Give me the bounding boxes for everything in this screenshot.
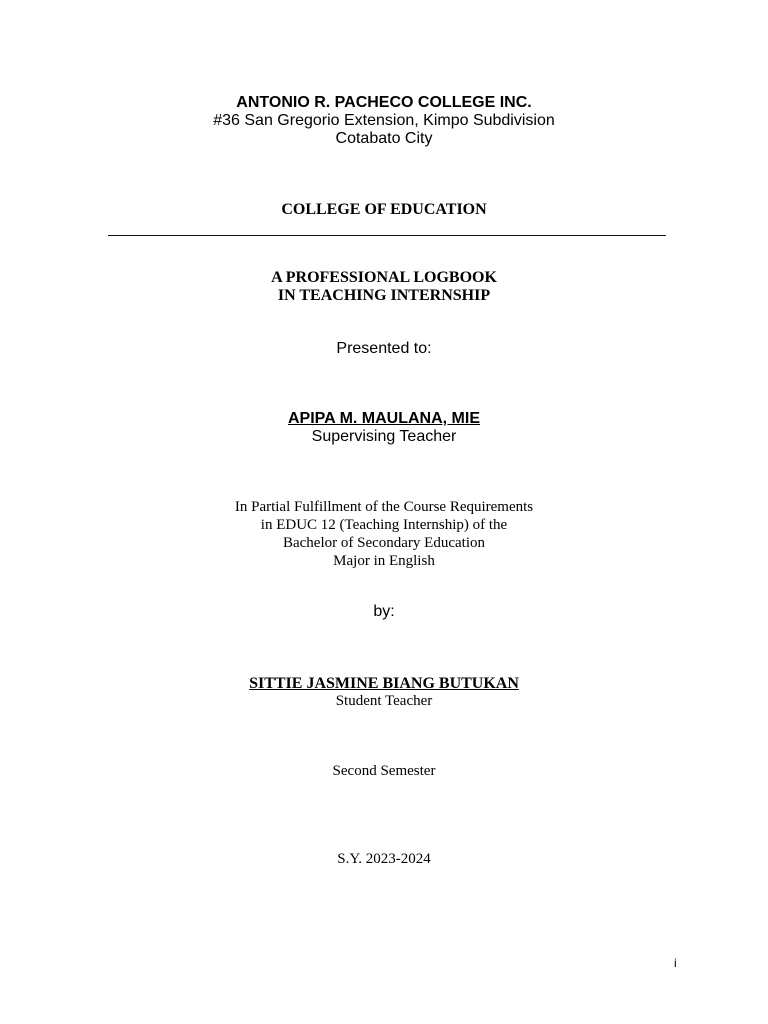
fulfillment-line2: in EDUC 12 (Teaching Internship) of the [260,517,508,533]
horizontal-rule [108,235,666,236]
logbook-title-line2: IN TEACHING INTERNSHIP [277,287,491,304]
school-year: S.Y. 2023-2024 [337,851,431,867]
presented-to-label: Presented to: [336,340,432,357]
fulfillment-line3: Bachelor of Secondary Education [282,535,485,551]
fulfillment-line4: Major in English [333,553,435,569]
institution-address-line1: #36 San Gregorio Extension, Kimpo Subdivision [213,112,555,129]
fulfillment-line1: In Partial Fulfillment of the Course Requirements [234,499,534,515]
semester: Second Semester [332,763,436,779]
institution-name: ANTONIO R. PACHECO COLLEGE INC. [236,94,532,111]
supervisor-role: Supervising Teacher [311,428,457,445]
student-name: SITTIE JASMINE BIANG BUTUKAN [249,675,519,692]
by-label: by: [373,603,395,620]
student-role: Student Teacher [335,693,433,709]
supervisor-name: APIPA M. MAULANA, MIE [288,410,480,427]
college-name: COLLEGE OF EDUCATION [281,201,487,218]
logbook-title-line1: A PROFESSIONAL LOGBOOK [271,269,497,286]
page-number: i [674,956,677,970]
institution-address-line2: Cotabato City [335,130,433,147]
